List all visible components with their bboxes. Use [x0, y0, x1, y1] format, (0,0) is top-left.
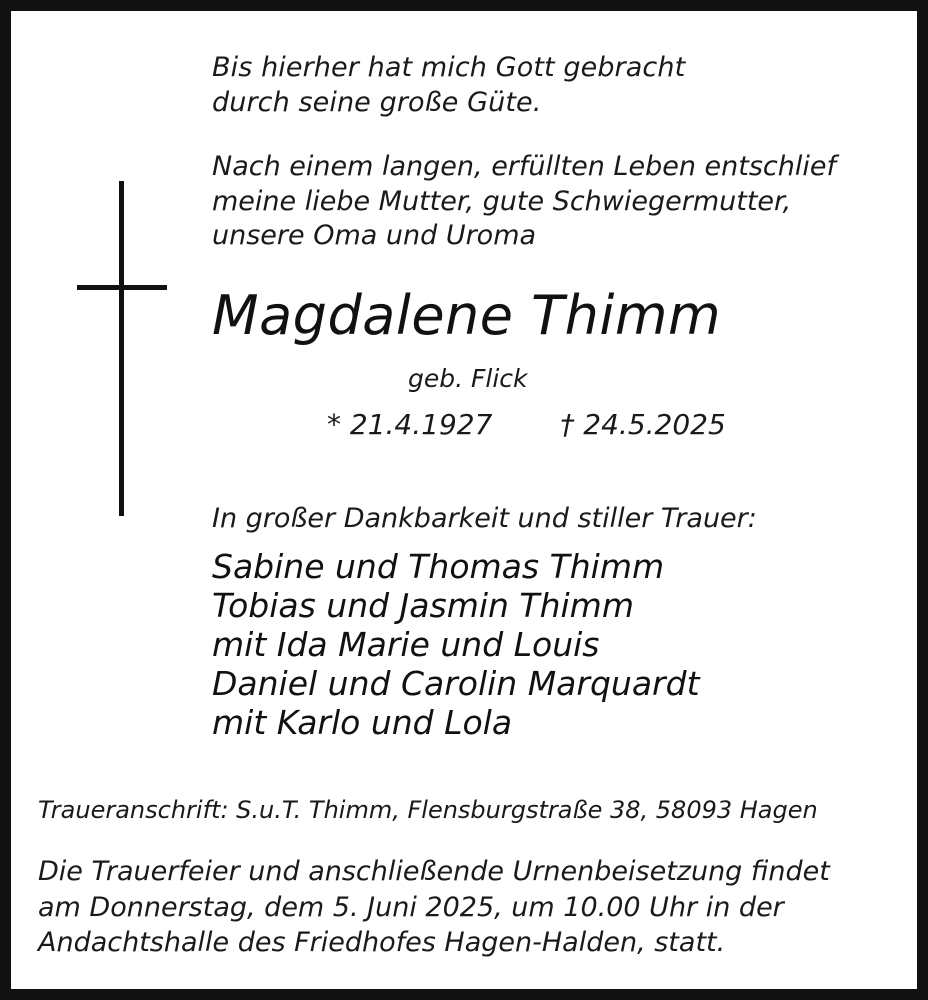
- cross-horizontal-bar: [77, 285, 167, 290]
- mourning-address: Traueranschrift: S.u.T. Thimm, Flensburgstraße 38, 58093 Hagen: [38, 796, 818, 824]
- birth-date: * 21.4.1927: [327, 408, 493, 442]
- gratitude-line: In großer Dankbarkeit und stiller Trauer:: [212, 503, 757, 535]
- family-line: mit Ida Marie und Louis: [212, 625, 600, 665]
- verse-block: [212, 51, 893, 120]
- ceremony-line-1: Die Trauerfeier und anschließende Urnenbeisetzung findet: [38, 856, 830, 887]
- intro-line-2: meine liebe Mutter, gute Schwiegermutter,: [212, 185, 792, 217]
- intro-line-3: unsere Oma und Uroma: [212, 220, 537, 252]
- verse-line-2: durch seine große Güte.: [212, 86, 542, 118]
- ceremony-details: [38, 854, 897, 961]
- deceased-name: Magdalene Thimm: [212, 283, 722, 347]
- life-dates: [327, 408, 893, 441]
- christian-cross-icon: [77, 181, 167, 516]
- intro-line-1: Nach einem langen, erfüllten Leben entschlief: [212, 151, 836, 183]
- family-line: mit Karlo und Lola: [212, 703, 513, 743]
- ceremony-line-3: Andachtshalle des Friedhofes Hagen-Halden, statt.: [38, 927, 726, 959]
- death-date: † 24.5.2025: [560, 408, 726, 442]
- maiden-name: geb. Flick: [408, 364, 528, 394]
- family-line: Daniel und Carolin Marquardt: [212, 664, 700, 704]
- obituary-inner: [11, 11, 917, 989]
- obituary-content: [212, 51, 893, 743]
- intro-block: [212, 150, 893, 254]
- family-list: [212, 548, 893, 743]
- ceremony-line-2: am Donnerstag, dem 5. Juni 2025, um 10.00 Uhr in der: [38, 891, 784, 923]
- family-line: Sabine und Thomas Thimm: [212, 547, 665, 587]
- verse-line-1: Bis hierher hat mich Gott gebracht: [212, 52, 686, 83]
- family-line: Tobias und Jasmin Thimm: [212, 586, 634, 626]
- cross-vertical-bar: [119, 181, 124, 516]
